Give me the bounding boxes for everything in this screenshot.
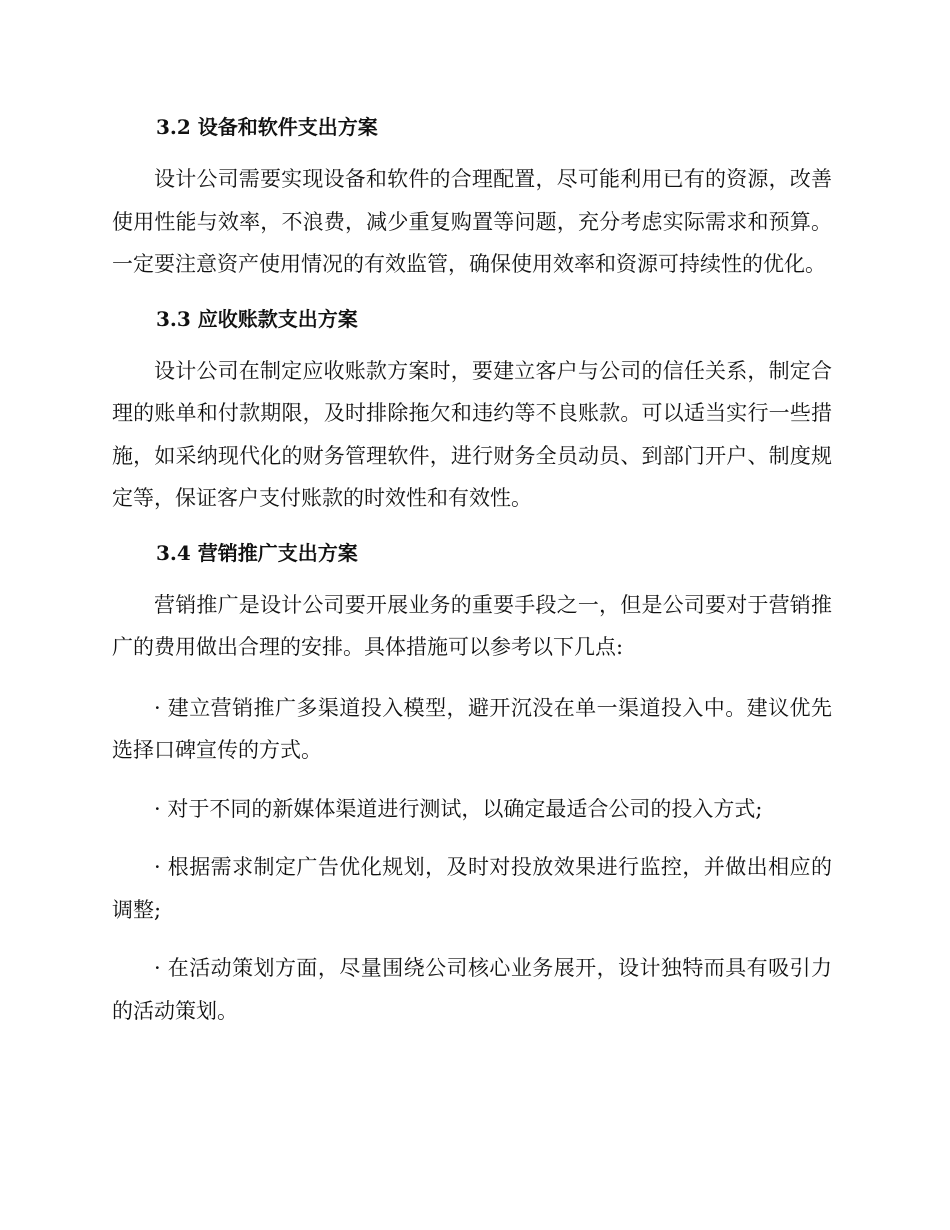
paragraph: 设计公司需要实现设备和软件的合理配置，尽可能利用已有的资源，改善使用性能与效率，不浪费，减少重复购置等问题，充分考虑实际需求和预算。一定要注意资产使用情况的有效监管，确保使用效率和资源可持续性的优化。 <box>112 167 832 276</box>
paragraph: 设计公司在制定应收账款方案时，要建立客户与公司的信任关系，制定合理的账单和付款期限，及时排除拖欠和违约等不良账款。可以适当实行一些措施，如采纳现代化的财务管理软件，进行财务全员动员、到部门开户、制度规定等，保证客户支付账款的时效性和有效性。 <box>112 358 832 510</box>
document-body <box>112 112 832 1048</box>
section-heading-3-4: 3.4 营销推广支出方案 <box>156 540 358 565</box>
bullet-item: · 在活动策划方面，尽量围绕公司核心业务展开，设计独特而具有吸引力的活动策划。 <box>112 956 832 1023</box>
bullet-item: · 根据需求制定广告优化规划，及时对投放效果进行监控，并做出相应的调整; <box>112 855 832 922</box>
section-heading-3-3: 3.3 应收账款支出方案 <box>156 306 358 331</box>
bullet-item: · 建立营销推广多渠道投入模型，避开沉没在单一渠道投入中。建议优先选择口碑宣传的方式。 <box>112 695 832 762</box>
bullet-item: · 对于不同的新媒体渠道进行测试，以确定最适合公司的投入方式; <box>154 796 763 821</box>
section-heading-3-2: 3.2 设备和软件支出方案 <box>156 115 378 139</box>
paragraph: 营销推广是设计公司要开展业务的重要手段之一，但是公司要对于营销推广的费用做出合理的安排。具体措施可以参考以下几点: <box>112 592 832 659</box>
